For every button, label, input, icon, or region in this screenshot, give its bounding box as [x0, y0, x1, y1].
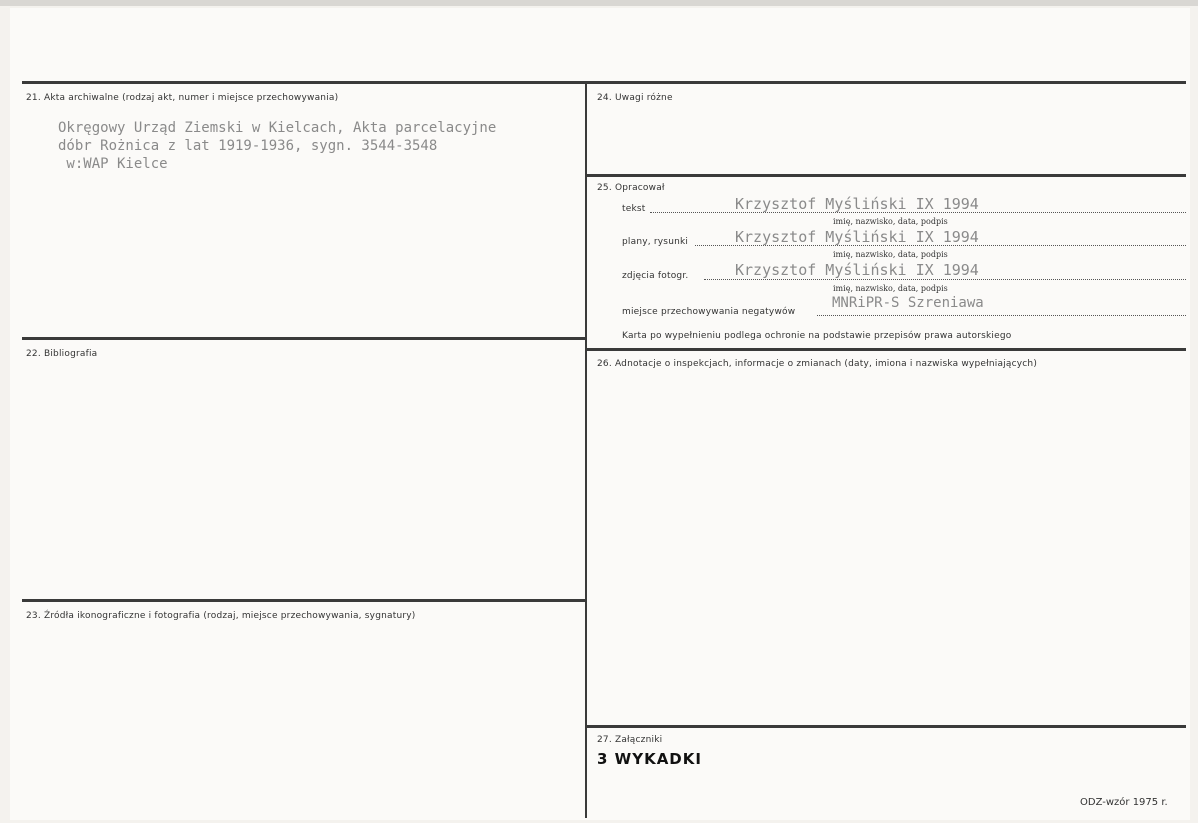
row-value-tekst: Krzysztof Myśliński IX 1994	[735, 195, 979, 213]
signature-caption-2: imię, nazwisko, data, podpis	[833, 250, 948, 259]
rule-21-22	[22, 337, 585, 340]
center-divider	[585, 82, 587, 818]
row-value-plany: Krzysztof Myśliński IX 1994	[735, 228, 979, 246]
row-value-zdjecia: Krzysztof Myśliński IX 1994	[735, 261, 979, 279]
scan-top-edge	[0, 0, 1198, 6]
section-26-heading: 26. Adnotacje o inspekcjach, informacje o zmianach (daty, imiona i nazwiska wypełniających)	[597, 359, 1038, 369]
section-21-heading: 21. Akta archiwalne (rodzaj akt, numer i miejsce przechowywania)	[26, 93, 339, 103]
rule-25-26	[587, 348, 1186, 351]
negatives-label: miejsce przechowywania negatywów	[622, 307, 796, 317]
section-22-heading: 22. Bibliografia	[26, 349, 98, 359]
row-label-plany: plany, rysunki	[622, 237, 689, 247]
signature-caption-3: imię, nazwisko, data, podpis	[833, 284, 948, 293]
section-23-heading: 23. Źródła ikonograficzne i fotografia (rodzaj, miejsce przechowywania, sygnatury)	[26, 611, 416, 621]
row-label-tekst: tekst	[622, 204, 646, 214]
rule-24-25	[587, 174, 1186, 177]
archival-records-text: Okręgowy Urząd Ziemski w Kielcach, Akta parcelacyjne dóbr Rożnica z lat 1919-1936, sygn. 3544-3548 w:WAP Kielce	[58, 120, 497, 172]
signature-caption-1: imię, nazwisko, data, podpis	[833, 217, 948, 226]
negatives-line	[817, 315, 1186, 316]
copyright-note: Karta po wypełnieniu podlega ochronie na podstawie przepisów prawa autorskiego	[622, 331, 1012, 341]
section-27-heading: 27. Załączniki	[597, 735, 663, 745]
rule-26-27	[587, 725, 1186, 728]
attachments-handwritten-note: 3 WYKADKI	[597, 750, 702, 768]
row-label-zdjecia: zdjęcia fotogr.	[622, 271, 689, 281]
negatives-value: MNRiPR-S Szreniawa	[832, 295, 984, 311]
section-24-heading: 24. Uwagi różne	[597, 93, 673, 103]
rule-22-23	[22, 599, 585, 602]
row-line-zdjecia	[704, 279, 1186, 280]
section-25-heading: 25. Opracował	[597, 183, 665, 193]
form-template-id: ODZ-wzór 1975 r.	[1080, 797, 1168, 808]
top-rule	[22, 81, 1186, 84]
